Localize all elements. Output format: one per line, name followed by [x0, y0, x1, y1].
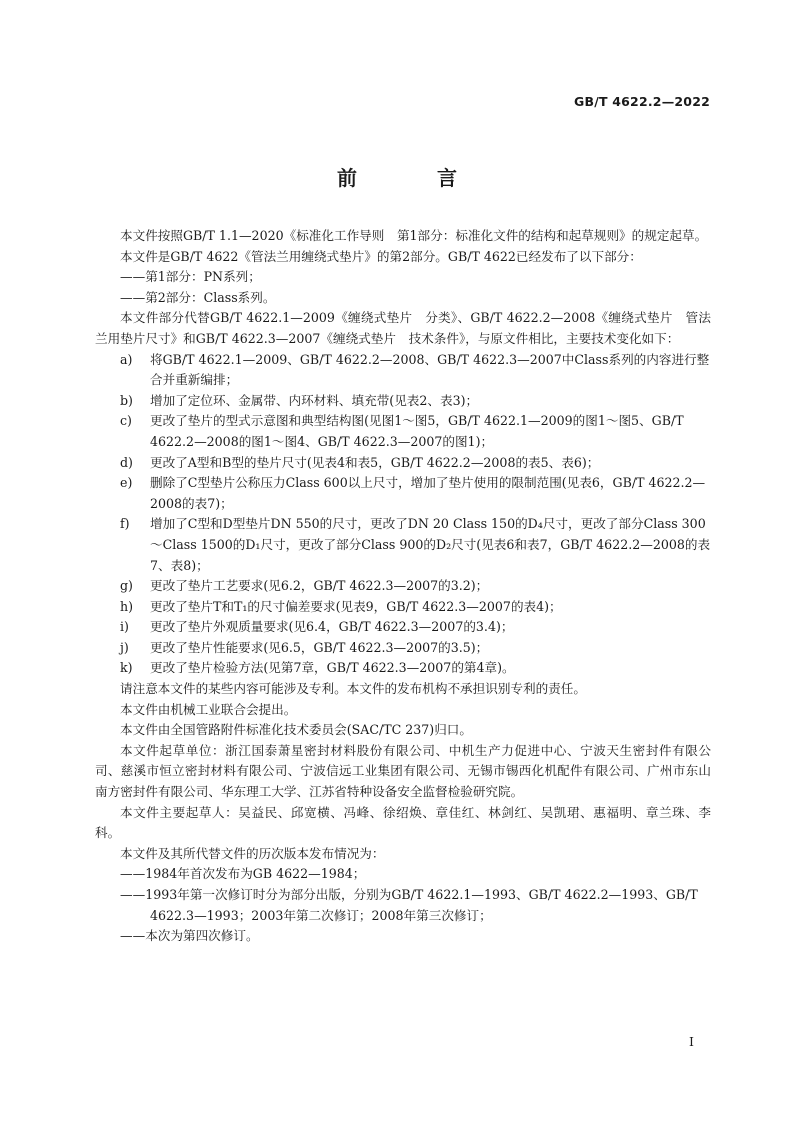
change-item-label: f): [120, 516, 130, 532]
change-item: [95, 453, 711, 474]
page-number: I: [689, 1034, 694, 1049]
history-item: ——1984年首次发布为GB 4622—1984；: [120, 866, 366, 882]
change-item-label: b): [120, 392, 133, 408]
change-item-label: h): [120, 598, 134, 614]
change-item-text: 删除了C型垫片公称压力Class 600以上尺寸，增加了垫片使用的限制范围(见表6，GB/T 4622.2—2008的表7)；: [150, 475, 706, 511]
change-item-label: d): [120, 454, 133, 470]
change-item: [95, 617, 711, 638]
change-item: [95, 576, 711, 597]
standard-number: GB/T 4622.2—2022: [574, 94, 710, 109]
parts-list-item: ——第2部分：Class系列。: [120, 289, 276, 305]
change-item-label: j): [120, 639, 129, 655]
change-item: [95, 638, 711, 659]
page-title: 前 言: [337, 166, 487, 190]
change-item-text: 更改了垫片性能要求(见6.5，GB/T 4622.3—2007的3.5)；: [150, 639, 489, 655]
change-item: [95, 473, 711, 514]
change-item: [95, 350, 711, 391]
change-item-text: 更改了垫片外观质量要求(见6.4，GB/T 4622.3—2007的3.4)；: [150, 619, 514, 635]
replace-paragraph: 本文件部分代替GB/T 4622.1—2009《缠绕式垫片 分类》、GB/T 4622.2—2008《缠绕式垫片 管法兰用垫片尺寸》和GB/T 4622.3—2007《缠绕式垫片 技术条件》，与原文件相比，主要技术变化如下：: [95, 310, 711, 346]
change-item-text: 更改了垫片T和T₁的尺寸偏差要求(见表9，GB/T 4622.3—2007的表4)；: [150, 598, 562, 614]
change-item-label: k): [120, 660, 133, 676]
parts-list-item: ——第1部分：PN系列；: [120, 269, 261, 285]
main-drafters: 本文件主要起草人：吴益民、邱宽横、冯峰、徐绍焕、章佳红、林剑红、吴凯珺、惠福明、章兰珠、李科。: [95, 804, 711, 841]
change-item-text: 更改了垫片工艺要求(见6.2，GB/T 4622.3—2007的3.2)；: [150, 578, 489, 594]
change-item-text: 增加了定位环、金属带、内环材料、填充带(见表2、表3)；: [150, 392, 479, 408]
change-item-label: c): [120, 413, 132, 429]
intro-paragraph-1: 本文件按照GB/T 1.1—2020《标准化工作导则 第1部分：标准化文件的结构和起草规则》的规定起草。: [120, 228, 708, 243]
change-item-label: i): [120, 619, 129, 635]
change-item-text: 更改了垫片的型式示意图和典型结构图(见图1～图5，GB/T 4622.1—2009的图1～图5、GB/T 4622.2—2008的图1～图4、GB/T 4622.3—2007的图1)；: [150, 413, 684, 449]
history-intro: 本文件及其所代替文件的历次版本发布情况为：: [120, 845, 385, 861]
history-item: ——本次为第四次修订。: [120, 928, 259, 944]
proposed-by: 本文件由机械工业联合会提出。: [120, 701, 297, 717]
change-item-label: e): [120, 475, 133, 491]
change-item-text: 增加了C型和D型垫片DN 550的尺寸，更改了DN 20 Class 150的D₄尺寸，更改了部分Class 300～Class 1500的D₁尺寸，更改了部分Class 900的D₂尺寸(见表6和表7，GB/T 4622.2—2008的表7、表8)；: [150, 516, 711, 573]
change-item: [95, 514, 711, 576]
change-item-text: 更改了A型和B型的垫片尺寸(见表4和表5，GB/T 4622.2—2008的表5、表6)；: [150, 454, 600, 470]
intro-paragraph-2: 本文件是GB/T 4622《管法兰用缠绕式垫片》的第2部分。GB/T 4622已经发布了以下部分：: [120, 248, 642, 264]
patent-notice: 请注意本文件的某些内容可能涉及专利。本文件的发布机构不承担识别专利的责任。: [120, 681, 586, 697]
change-item-label: g): [120, 578, 133, 594]
managed-by: 本文件由全国管路附件标准化技术委员会(SAC/TC 237)归口。: [120, 722, 472, 738]
change-item-text: 将GB/T 4622.1—2009、GB/T 4622.2—2008、GB/T 4622.3—2007中Class系列的内容进行整合并重新编排；: [150, 351, 710, 388]
change-item-label: a): [120, 351, 133, 367]
drafting-units: 本文件起草单位：浙江国泰萧星密封材料股份有限公司、中机生产力促进中心、宁波天生密封件有限公司、慈溪市恒立密封材料有限公司、宁波信远工业集团有限公司、无锡市锡西化机配件有限公司、广州市东山南方密封件有限公司、华东理工大学、江苏省特种设备安全监督检验研究院。: [95, 742, 711, 800]
history-item: ——1993年第一次修订时分为部分出版，分别为GB/T 4622.1—1993、GB/T 4622.2—1993、GB/T 4622.3—1993；2003年第二次修订；2008年第三次修订；: [120, 887, 698, 923]
change-item: [95, 597, 711, 618]
change-item: [95, 411, 711, 452]
change-item: [95, 391, 711, 412]
change-item: [95, 658, 711, 679]
change-item-text: 更改了垫片检验方法(见第7章，GB/T 4622.3—2007的第4章)。: [150, 660, 515, 676]
document-body: [95, 226, 711, 947]
